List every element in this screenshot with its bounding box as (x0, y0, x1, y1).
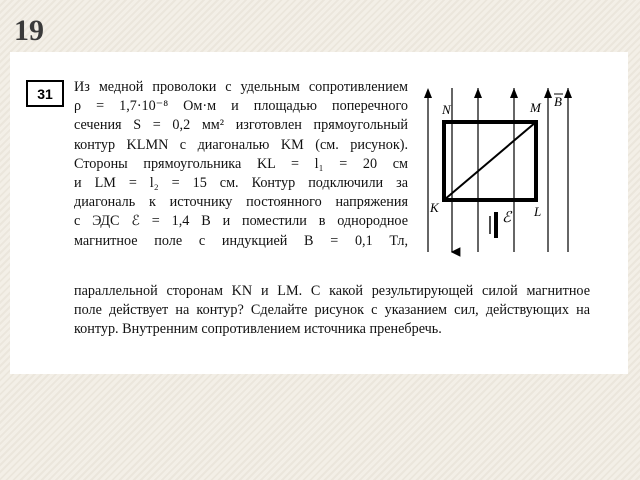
battery-symbol (490, 212, 496, 238)
circuit-diagram (418, 84, 598, 260)
problem-text-bottom (74, 282, 590, 340)
label-emf: ℰ (502, 210, 512, 226)
problem-line: поле действует на контур? Сделайте рисунок с указанием сил, действующих на (74, 302, 590, 319)
arrowhead-icon (424, 88, 432, 98)
arrowhead-icon (544, 88, 552, 98)
label-k: K (430, 200, 439, 215)
problem-line: магнитное поле с индукцией B = 0,1 Тл, (74, 232, 408, 249)
task-number-badge: 31 (26, 80, 64, 107)
label-l: L (534, 204, 542, 219)
field-arrowheads (424, 88, 572, 98)
problem-line: контур. Внутренним сопротивлением источника пренебречь. (74, 321, 442, 338)
problem-line: параллельной сторонам KN и LM. С какой результирующей силой магнитное (74, 283, 590, 299)
problem-line: ρ = 1,7·10⁻⁸ Ом·м и площадью поперечного (74, 98, 408, 115)
problem-line: с ЭДС ℰ = 1,4 В и поместили в однородное (74, 213, 408, 230)
arrowhead-icon (510, 88, 518, 98)
problem-line: и LM = l₂ = 15 см. Контур подключили за (74, 175, 408, 192)
problem-text-top (74, 78, 408, 251)
problem-line: контур KLMN с диагональю KM (см. рисунок). (74, 136, 408, 153)
slide-number: 19 (14, 14, 44, 47)
problem-line: Стороны прямоугольника KL = l₁ = 20 см (74, 155, 408, 172)
label-n: N (442, 102, 451, 117)
problem-line: Из медной проволоки с удельным сопротивлением (74, 79, 408, 95)
arrowhead-icon (474, 88, 482, 98)
label-b: B (554, 94, 562, 109)
problem-line: сечения S = 0,2 мм² изготовлен прямоугольный (74, 117, 408, 134)
label-m: M (530, 100, 541, 115)
problem-line: диагональ к источнику постоянного напряжения (74, 194, 408, 211)
diagonal-km (444, 122, 536, 200)
arrowhead-icon (564, 88, 572, 98)
